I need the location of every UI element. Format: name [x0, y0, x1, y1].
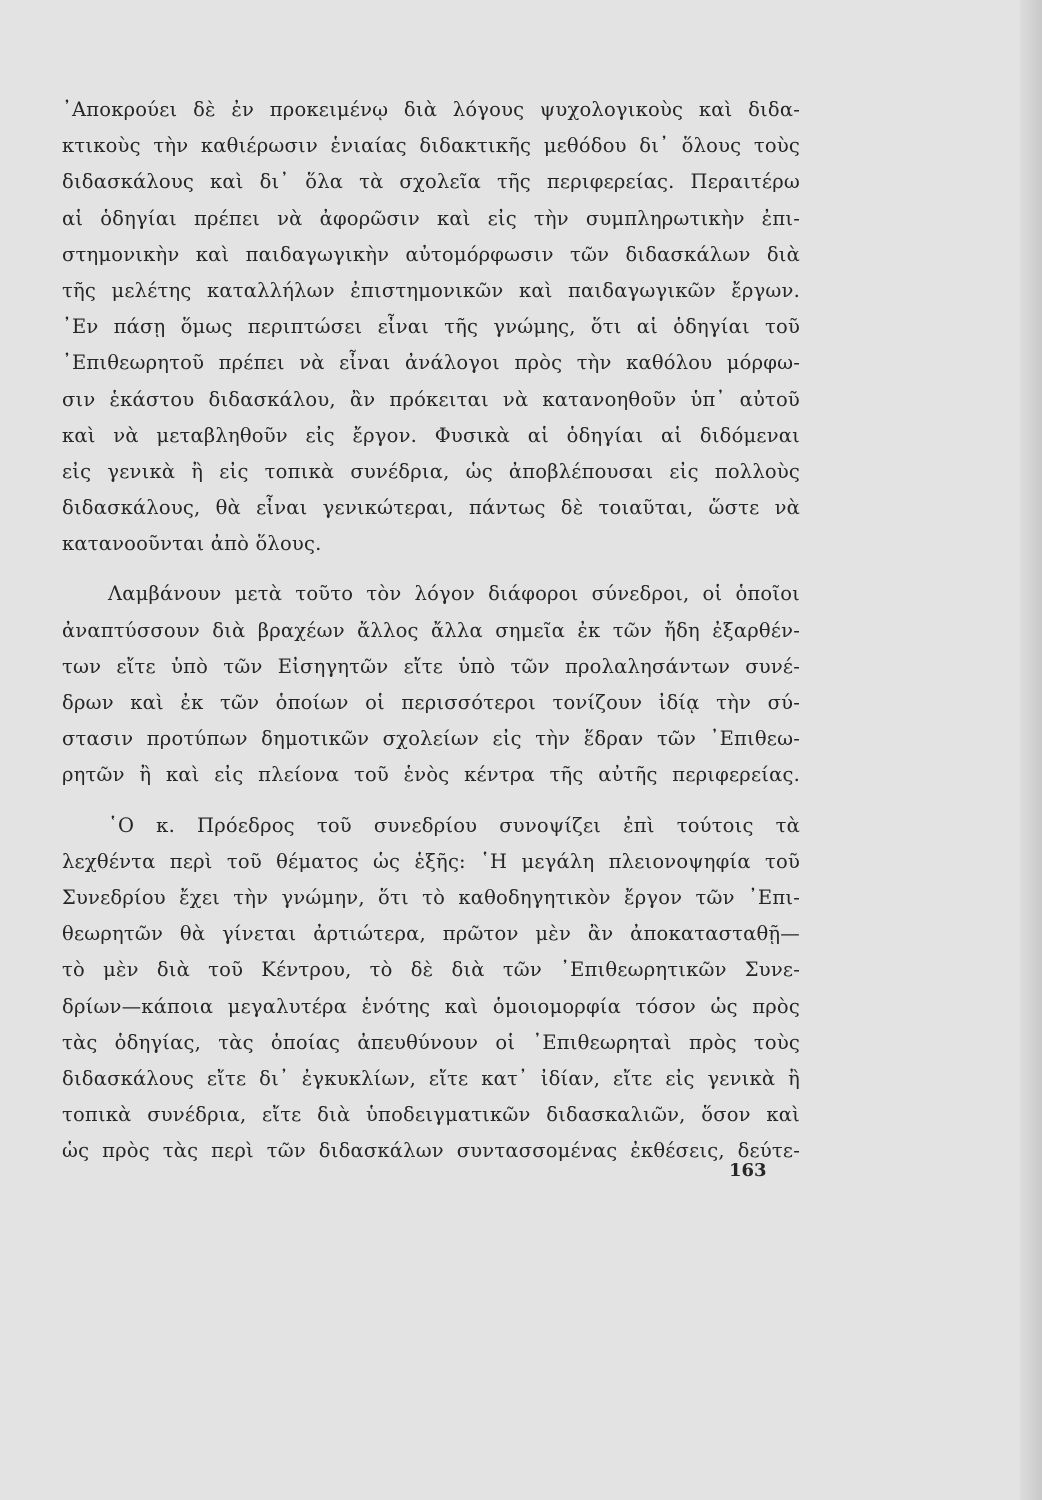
text-line: αἱ ὁδηγίαι πρέπει νὰ ἀφορῶσιν καὶ εἰς τὴν συμπληρωτικὴν ἐπι- [62, 206, 800, 230]
text-line: εἰς γενικὰ ἢ εἰς τοπικὰ συνέδρια, ὡς ἀποβλέπουσαι εἰς πολλοὺς [62, 459, 800, 483]
text-line: δρων καὶ ἐκ τῶν ὁποίων οἱ περισσότεροι τονίζουν ἰδίᾳ τὴν σύ- [62, 691, 800, 714]
paragraph-3 [62, 808, 800, 1170]
text-line: ᾿Εν πάσῃ ὅμως περιπτώσει εἶναι τῆς γνώμης, ὅτι αἱ ὁδηγίαι τοῦ [62, 315, 800, 339]
text-line: στασιν προτύπων δημοτικῶν σχολείων εἰς τὴν ἕδραν τῶν ᾿Επιθεω- [62, 727, 800, 751]
text-line: ᾿Αποκρούει δὲ ἐν προκειμένῳ διὰ λόγους ψυχολογικοὺς καὶ διδα- [62, 98, 800, 121]
text-line: ἀναπτύσσουν διὰ βραχέων ἄλλος ἄλλα σημεῖα ἐκ τῶν ἤδη ἐξαρθέν- [62, 618, 800, 642]
paragraph-1 [62, 92, 800, 562]
text-line: τῆς μελέτης καταλλήλων ἐπιστημονικῶν καὶ παιδαγωγικῶν ἔργων. [62, 278, 800, 302]
text-line: διδασκάλους εἴτε δι᾿ ἐγκυκλίων, εἴτε κατ᾿ ἰδίαν, εἴτε εἰς γενικὰ ἢ [62, 1066, 800, 1090]
text-line: σιν ἑκάστου διδασκάλου, ἂν πρόκειται νὰ κατανοηθοῦν ὑπ᾿ αὐτοῦ [62, 387, 800, 411]
text-line: Συνεδρίου ἔχει τὴν γνώμην, ὅτι τὸ καθοδηγητικὸν ἔργον τῶν ᾿Επι- [62, 885, 800, 909]
text-line: των εἴτε ὑπὸ τῶν Εἰσηγητῶν εἴτε ὑπὸ τῶν προλαλησάντων συνέ- [62, 654, 800, 678]
page-edge-shadow [1020, 0, 1042, 1500]
text-line: κατανοοῦνται ἀπὸ ὅλους. [62, 532, 322, 556]
text-line: ῾Ο κ. Πρόεδρος τοῦ συνεδρίου συνοψίζει ἐπὶ τούτοις τὰ [108, 813, 800, 837]
text-line: τὰς ὁδηγίας, τὰς ὁποίας ἀπευθύνουν οἱ ᾿Επιθεωρηταὶ πρὸς τοὺς [62, 1030, 800, 1054]
page-number: 163 [729, 1160, 767, 1181]
text-line: διδασκάλους καὶ δι᾿ ὅλα τὰ σχολεῖα τῆς περιφερείας. Περαιτέρω [62, 170, 800, 194]
text-line: τὸ μὲν διὰ τοῦ Κέντρου, τὸ δὲ διὰ τῶν ᾿Επιθεωρητικῶν Συνε- [62, 958, 800, 982]
paragraph-spacer [62, 794, 800, 808]
paragraph-spacer [62, 562, 800, 576]
text-line: ὡς πρὸς τὰς περὶ τῶν διδασκάλων συντασσομένας ἐκθέσεις, δεύτε- [62, 1139, 800, 1163]
text-line: θεωρητῶν θὰ γίνεται ἀρτιώτερα, πρῶτον μὲν ἂν ἀποκατασταθῇ— [62, 922, 800, 946]
body-text [62, 92, 800, 1169]
text-line: ρητῶν ἢ καὶ εἰς πλείονα τοῦ ἑνὸς κέντρα τῆς αὐτῆς περιφερείας. [62, 763, 800, 787]
text-line: ᾿Επιθεωρητοῦ πρέπει νὰ εἶναι ἀνάλογοι πρὸς τὴν καθόλου μόρφω- [62, 351, 800, 375]
text-line: λεχθέντα περὶ τοῦ θέματος ὡς ἑξῆς: ῾Η μεγάλη πλειονοψηφία τοῦ [62, 849, 800, 873]
text-line: στημονικὴν καὶ παιδαγωγικὴν αὐτομόρφωσιν τῶν διδασκάλων διὰ [62, 242, 800, 266]
paragraph-2 [62, 576, 800, 793]
text-line: τοπικὰ συνέδρια, εἴτε διὰ ὑποδειγματικῶν διδασκαλιῶν, ὅσον καὶ [62, 1103, 800, 1127]
text-line: καὶ νὰ μεταβληθοῦν εἰς ἔργον. Φυσικὰ αἱ ὁδηγίαι αἱ διδόμεναι [62, 423, 800, 447]
text-line: κτικοὺς τὴν καθιέρωσιν ἑνιαίας διδακτικῆς μεθόδου δι᾿ ὅλους τοὺς [62, 134, 800, 158]
text-line: διδασκάλους, θὰ εἶναι γενικώτεραι, πάντως δὲ τοιαῦται, ὥστε νὰ [62, 496, 800, 520]
text-line: δρίων—κάποια μεγαλυτέρα ἑνότης καὶ ὁμοιομορφία τόσον ὡς πρὸς [62, 994, 800, 1018]
text-line: Λαμβάνουν μετὰ τοῦτο τὸν λόγον διάφοροι σύνεδροι, οἱ ὁποῖοι [108, 582, 800, 606]
